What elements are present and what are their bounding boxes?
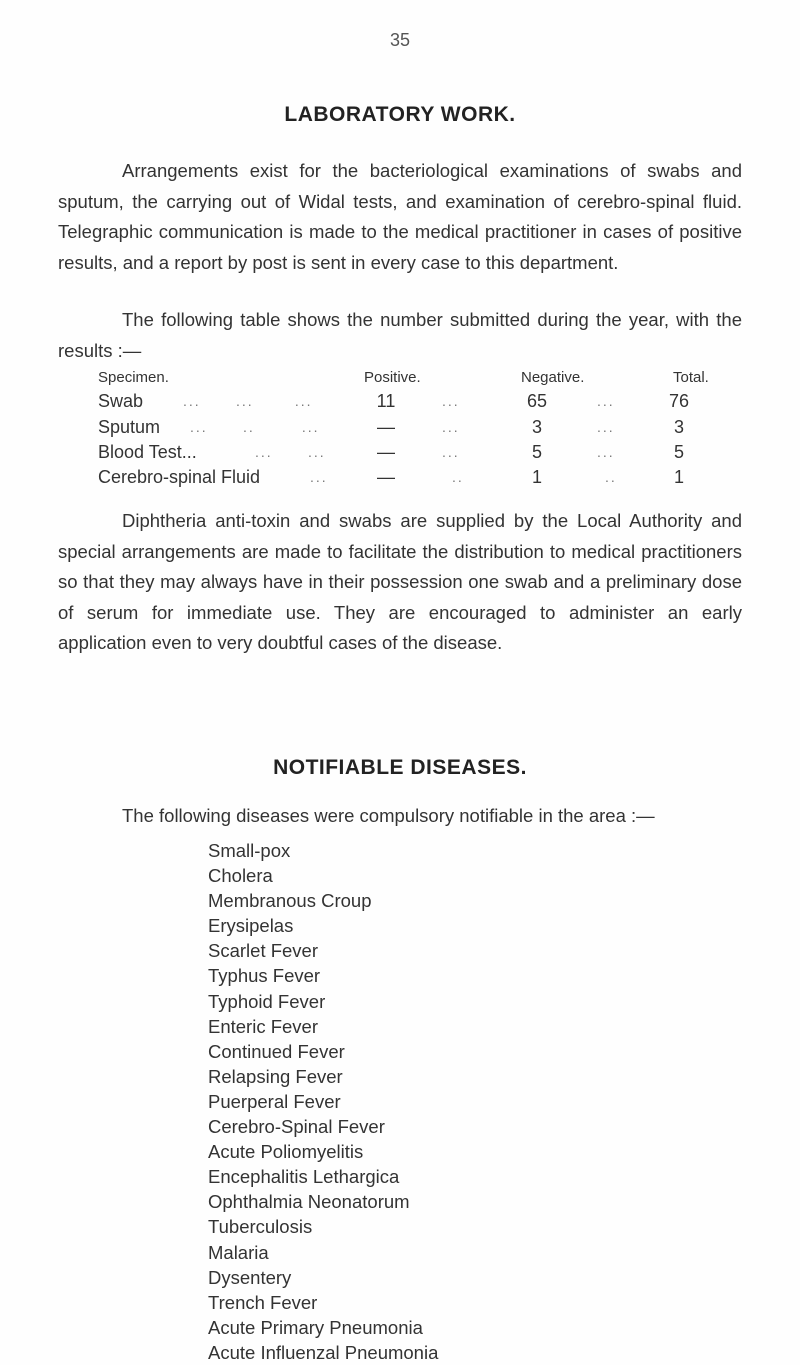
leader-dots: ...: [442, 419, 460, 435]
leader-dots: ...: [442, 444, 460, 460]
laboratory-intro-paragraph: Arrangements exist for the bacteriological examinations of swabs and sputum, the carrying out of Widal tests, and examination of cerebro-spinal fluid. Telegraphic communication is made to the medical practitioner in cases of positive results, and a report by post is sent in every case to this department.: [58, 160, 742, 273]
cell-negative: 1: [531, 467, 542, 487]
list-item: Membranous Croup: [208, 890, 372, 912]
cell-positive: —: [377, 467, 395, 487]
page-number: 35: [389, 30, 411, 50]
table-row: [0, 467, 800, 493]
table-intro-paragraph: The following table shows the number submitted during the year, with the results :—: [58, 309, 742, 361]
leader-dots: ... ... ...: [183, 393, 313, 409]
list-item: Erysipelas: [208, 915, 294, 937]
leader-dots: ...: [310, 469, 328, 485]
list-item: Typhoid Fever: [208, 990, 326, 1012]
leader-dots: ..: [452, 469, 464, 485]
cell-total: 5: [673, 442, 684, 462]
list-item: Cholera: [208, 865, 273, 887]
cell-specimen: Cerebro-spinal Fluid: [98, 467, 261, 487]
diseases-intro: The following diseases were compulsory notifiable in the area :—: [122, 805, 655, 826]
list-item: Ophthalmia Neonatorum: [208, 1191, 410, 1213]
cell-positive: —: [377, 417, 395, 437]
list-item: Acute Poliomyelitis: [208, 1141, 364, 1163]
cell-specimen: Sputum: [98, 417, 161, 437]
header-positive: Positive.: [364, 369, 421, 386]
table-row: [0, 417, 800, 443]
list-item: Acute Primary Pneumonia: [208, 1316, 423, 1338]
leader-dots: ...: [442, 393, 460, 409]
table-row: [0, 391, 800, 417]
cell-specimen: Blood Test...: [98, 442, 197, 462]
leader-dots: ..: [605, 469, 617, 485]
list-item: Relapsing Fever: [208, 1065, 343, 1087]
cell-positive: —: [377, 442, 395, 462]
cell-specimen: Swab: [98, 391, 144, 411]
cell-negative: 65: [526, 391, 548, 411]
list-item: Enteric Fever: [208, 1015, 319, 1037]
cell-total: 76: [668, 391, 690, 411]
list-item: Trench Fever: [208, 1291, 318, 1313]
leader-dots: ... ...: [255, 444, 326, 460]
table-row: [0, 442, 800, 468]
cell-negative: 5: [531, 442, 542, 462]
laboratory-work-heading: LABORATORY WORK.: [284, 103, 516, 126]
list-item: Small-pox: [208, 840, 291, 861]
leader-dots: ... .. ...: [190, 419, 320, 435]
cell-total: 1: [673, 467, 684, 487]
leader-dots: ...: [597, 419, 615, 435]
cell-positive: 11: [376, 391, 396, 411]
list-item: Tuberculosis: [208, 1216, 313, 1238]
list-item: Typhus Fever: [208, 965, 321, 987]
diphtheria-paragraph: Diphtheria anti-toxin and swabs are supplied by the Local Authority and special arrangements are made to facilitate the distribution to medical practitioners so that they may always have in their possession one swab and a preliminary dose of serum for immediate use. They are encouraged to administer an early application even to very doubtful cases of the disease.: [58, 510, 742, 653]
list-item: Encephalitis Lethargica: [208, 1166, 400, 1188]
list-item: Puerperal Fever: [208, 1090, 341, 1112]
header-specimen: Specimen.: [98, 369, 169, 386]
list-item: Continued Fever: [208, 1040, 345, 1062]
header-negative: Negative.: [521, 369, 585, 386]
disease-list: [208, 838, 438, 1365]
list-item: Dysentery: [208, 1266, 292, 1288]
leader-dots: ...: [597, 444, 615, 460]
list-item: Acute Influenzal Pneumonia: [208, 1341, 439, 1363]
header-total: Total.: [673, 369, 709, 386]
leader-dots: ...: [597, 393, 615, 409]
list-item: Malaria: [208, 1241, 269, 1263]
list-item: Cerebro-Spinal Fever: [208, 1116, 385, 1138]
cell-negative: 3: [531, 417, 542, 437]
cell-total: 3: [673, 417, 684, 437]
list-item: Scarlet Fever: [208, 940, 319, 962]
notifiable-diseases-heading: NOTIFIABLE DISEASES.: [273, 756, 527, 779]
